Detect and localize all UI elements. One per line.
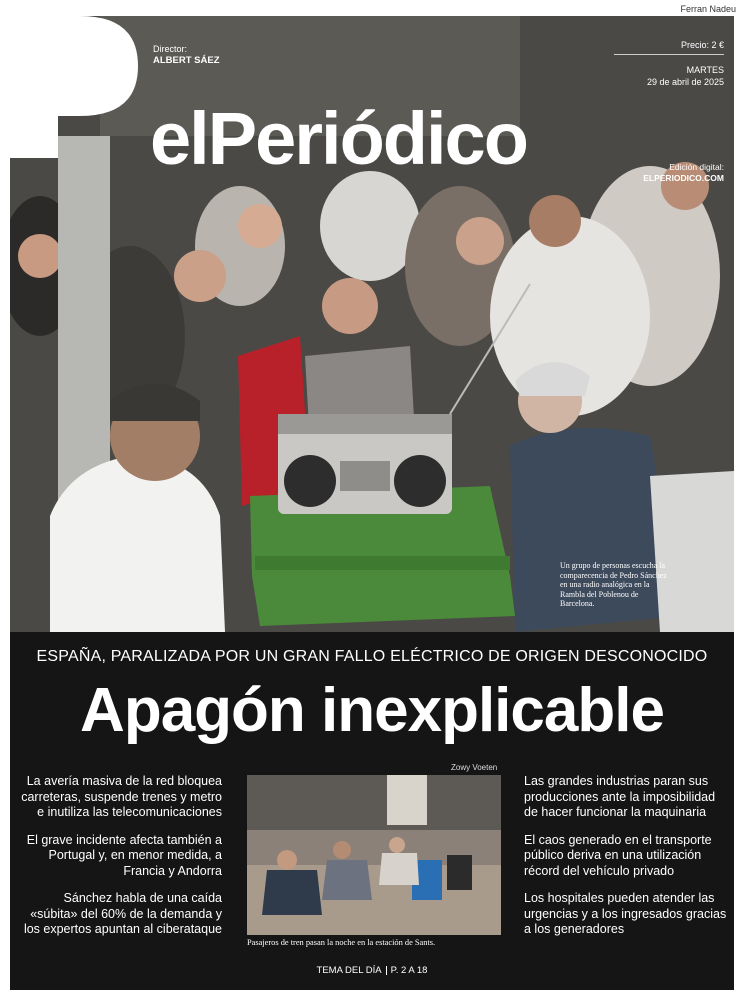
director-label: Director: (153, 44, 188, 54)
page-range: P. 2 A 18 (390, 965, 428, 976)
summary-item: El caos generado en el transporte público deriva en una utilización récord del vehículo privado (524, 832, 712, 878)
director-credit (153, 44, 220, 66)
section-label: TEMA DEL DÍA (316, 965, 382, 976)
inset-photo-caption: Pasajeros de tren pasan la noche en la estación de Sants. (247, 938, 436, 947)
right-summary-column (524, 774, 728, 950)
inset-photo-illustration (247, 775, 501, 935)
issue-date (647, 64, 724, 88)
masthead-logo[interactable]: elPeriódico (150, 97, 527, 180)
summary-item: Sánchez habla de una caída «súbita» del 60% de la demanda y los expertos apuntan al ciberataque (23, 891, 222, 936)
main-photo-caption: Un grupo de personas escucha la comparecencia de Pedro Sánchez en una radio analógica en la Rambla del Poblenou de Barcelona. (560, 561, 667, 609)
summary-item: Los hospitales pueden atender las urgencias y a los ingresados gracias a los generadores (524, 891, 727, 936)
front-page (10, 16, 734, 990)
inset-photo (247, 775, 501, 935)
digital-edition (643, 162, 724, 184)
inset-photo-credit: Zowy Voeten (451, 763, 498, 772)
section-footer (10, 965, 734, 976)
date-text: 29 de abril de 2025 (646, 77, 724, 87)
main-photo (10, 16, 734, 632)
summary-item: Las grandes industrias paran sus producciones ante la imposibilidad de hacer funcionar la maquinaria (524, 774, 716, 819)
lead-headline[interactable]: Apagón inexplicable (80, 676, 664, 745)
summary-item: El grave incidente afecta también a Portugal y, en menor medida, a Francia y Andorra (26, 832, 222, 878)
director-name: ALBERT SÁEZ (153, 55, 220, 66)
logo-p-mark (10, 16, 140, 158)
summary-item: La avería masiva de la red bloquea carreteras, suspende trenes y metro e inutiliza las telecomunicaciones (21, 774, 222, 819)
left-summary-column (18, 774, 222, 950)
edition-url[interactable]: ELPERIODICO.COM (643, 173, 724, 183)
lead-kicker: ESPAÑA, PARALIZADA POR UN GRAN FALLO ELÉCTRICO DE ORIGEN DESCONOCIDO (36, 648, 708, 665)
weekday: MARTES (686, 65, 724, 75)
price-divider (614, 54, 724, 55)
photo-credit-top: Ferran Nadeu (680, 4, 736, 14)
edition-label: Edición digital: (669, 162, 724, 172)
footer-separator (386, 966, 387, 975)
price-label: Precio: 2 € (680, 40, 724, 50)
